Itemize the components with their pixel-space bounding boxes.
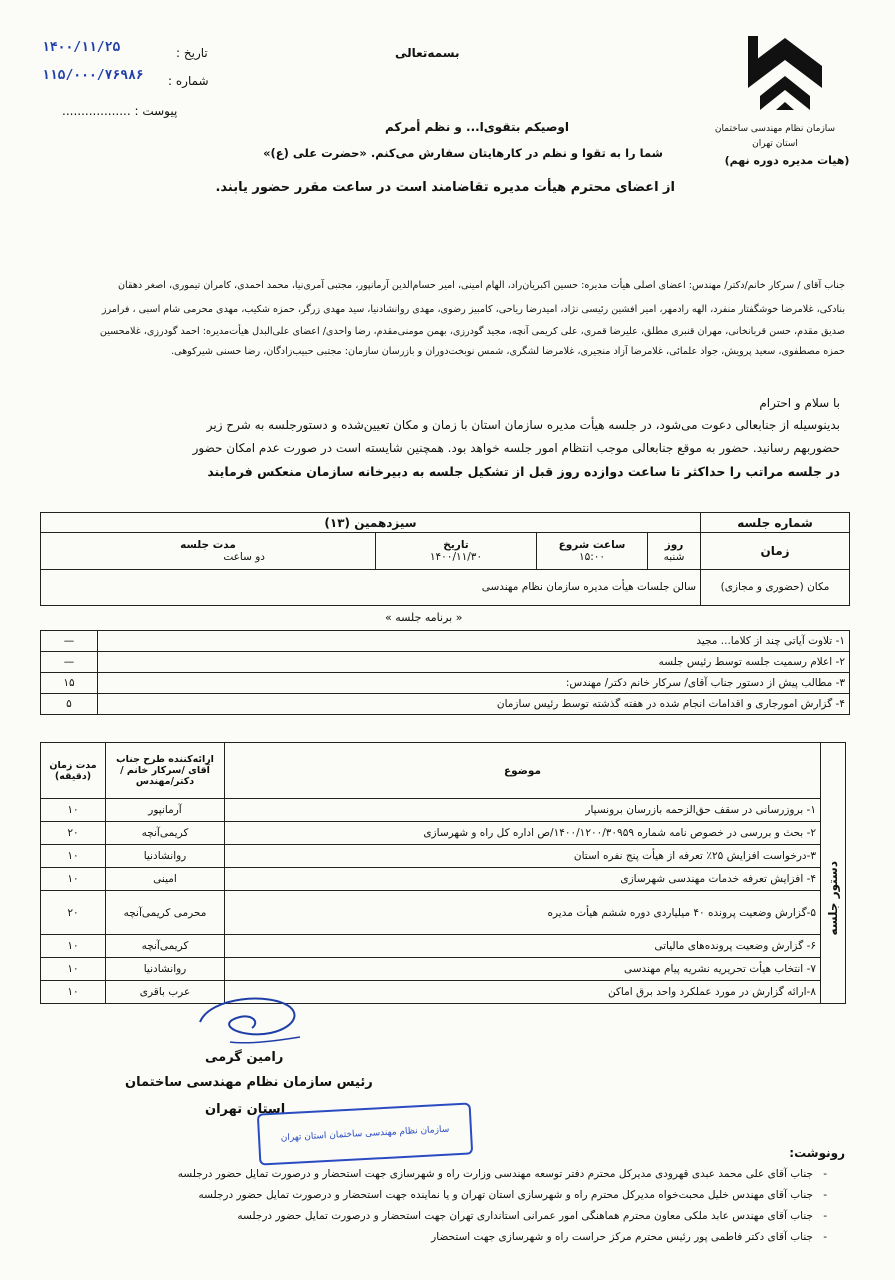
cc-label: رونوشت: <box>789 1146 845 1160</box>
session-number-label: شماره جلسه <box>701 513 850 533</box>
agenda-presenter: روانشادنیا <box>106 958 225 981</box>
start-label: ساعت شروع <box>558 538 626 551</box>
attachment-label: پیوست : .................. <box>62 104 178 118</box>
agenda-topic: ۳-درخواست افزایش ۲۵٪ تعرفه از هیأت پنج نفره استان <box>225 845 821 868</box>
agenda-topic: ۲- بحث و بررسی در خصوص نامه شماره ۱۴۰۰/۱۲۰۰/۳۰۹۵۹/ص اداره کل راه و شهرسازی <box>225 822 821 845</box>
signer-title: رئیس سازمان نظام مهندسی ساختمان <box>125 1075 373 1090</box>
day-cell <box>648 533 701 569</box>
date-cell <box>376 533 537 569</box>
agenda-minutes: ۲۰ <box>41 822 106 845</box>
greeting: با سلام و احترام <box>759 396 840 410</box>
agenda-row <box>41 958 846 981</box>
agenda-minutes: ۱۰ <box>41 868 106 891</box>
cc-list <box>53 1168 813 1252</box>
date-value: ۱۴۰۰/۱۱/۲۵ <box>42 40 121 55</box>
agenda-table <box>40 742 846 1004</box>
program-title: « برنامه جلسه » <box>385 611 463 624</box>
org-logo-icon <box>718 26 853 126</box>
agenda-row <box>41 799 846 822</box>
duration-cell <box>41 533 376 569</box>
date-label: تاریخ : <box>176 46 208 60</box>
quote-line2: شما را به تقوا و نظم در کارهایتان سفارش می‌کنم. «حضرت علی (ع)» <box>263 146 663 160</box>
agenda-row <box>41 935 846 958</box>
agenda-side-cell <box>821 743 846 1004</box>
program-item-minutes: ۵ <box>41 694 98 715</box>
org-name-line2: استان تهران <box>752 139 798 149</box>
start-cell <box>537 533 648 569</box>
agenda-minutes: ۱۰ <box>41 958 106 981</box>
invitation-para1: بدینوسیله از جنابعالی دعوت می‌شود، در جلسه هیأت مدیره سازمان استان با زمان و مکان تعیین‌شده و دستورجلسه به شرح زیر <box>206 418 840 432</box>
board-term: (هیات مدیره دوره نهم) <box>724 154 850 167</box>
cc-item: جناب آقای دکتر فاطمی پور رئیس محترم مرکز حراست راه و شهرسازی جهت استحضار - <box>53 1231 813 1252</box>
place-label: مکان (حضوری و مجازی) <box>701 569 850 605</box>
place-value: سالن جلسات هیأت مدیره سازمان نظام مهندسی <box>41 569 701 605</box>
agenda-minutes: ۱۰ <box>41 935 106 958</box>
agenda-row <box>41 845 846 868</box>
recipients-line2: بنادکی، غلامرضا خوشگفتار منفرد، الهه رادمهر، امیر افشین رئیسی نژاد، امیدرضا ریاحی، کامبیز رضوی، مهدی روانشادنیا، سید مهدی زرگر، حمزه شکیب، مهدی محرمی شام اسبی ، فرامرز <box>101 304 845 315</box>
org-name-line1: سازمان نظام مهندسی ساختمان <box>714 124 836 134</box>
day-label: روز <box>664 538 684 551</box>
agenda-minutes: ۱۰ <box>41 845 106 868</box>
signer-province: استان تهران <box>205 1102 286 1117</box>
number-label: شماره : <box>168 74 209 88</box>
program-row <box>41 652 850 673</box>
stamp-text: سازمان نظام مهندسی ساختمان استان تهران <box>280 1124 450 1144</box>
agenda-topic: ۵-گزارش وضعیت پرونده ۴۰ میلیاردی دوره ششم هیأت مدیره <box>225 891 821 935</box>
recipients-line3: صدیق مقدم، حسن قربانخانی، مهران قنبری مطلق، علیرضا قمری، علی کریمی آنچه، مجید گودرزی، بهمن مومنی‌مقدم، رضا واحدی/ اعضای علی‌البدل هیأت‌مدیره: احمد گودرزی، غلامحسین <box>99 326 845 337</box>
agenda-row <box>41 822 846 845</box>
number-value: ۱۱۵/۰۰۰/۷۶۹۸۶ <box>42 68 144 83</box>
program-row <box>41 673 850 694</box>
agenda-row <box>41 868 846 891</box>
program-item-minutes: — <box>41 631 98 652</box>
agenda-col-topic: موضوع <box>225 743 821 799</box>
agenda-presenter: امینی <box>106 868 225 891</box>
signer-name: رامین گرمی <box>205 1050 284 1065</box>
handwritten-signature-icon <box>190 992 310 1052</box>
agenda-topic: ۸-ارائه گزارش در مورد عملکرد واحد برق اماکن <box>225 981 821 1004</box>
cc-item: جناب آقای علی محمد عبدی قهرودی مدیرکل محترم دفتر توسعه مهندسی وزارت راه و شهرسازی جهت استحضار و درصورت تمایل حضور درجلسه - <box>53 1168 813 1189</box>
official-stamp <box>257 1102 473 1165</box>
program-item-text: ۲- اعلام رسمیت جلسه توسط رئیس جلسه <box>98 652 850 673</box>
recipients-line1: جناب آقای / سرکار خانم/دکتر/ مهندس: اعضای اصلی هیأت مدیره: حسین اکبریان‌راد، الهام امینی، امیر حسام‌الدین آرمانپور، مجتبی آمری‌نیا، محمد احمدی، کامران تیموری، اصغر دهقان <box>118 280 845 291</box>
session-date-label: تاریخ <box>443 538 469 551</box>
start-value: ۱۵:۰۰ <box>578 550 606 563</box>
agenda-presenter: کریمی‌آنچه <box>106 935 225 958</box>
agenda-topic: ۱- بروزرسانی در سقف حق‌الزحمه بازرسان برونسپار <box>225 799 821 822</box>
agenda-col-minutes: مدت زمان (دقیقه) <box>41 743 106 799</box>
program-item-text: ۳- مطالب پیش از دستور جناب آقای/ سرکار خانم دکتر/ مهندس: <box>98 673 850 694</box>
invitation-para3: در جلسه مراتب را حداکثر تا ساعت دوازده روز قبل از تشکیل جلسه به دبیرخانه سازمان منعکس فرمایند <box>207 464 840 479</box>
agenda-minutes: ۱۰ <box>41 799 106 822</box>
program-row <box>41 694 850 715</box>
day-value: شنبه <box>663 550 685 563</box>
cc-item: جناب آقای مهندس خلیل محبت‌خواه مدیرکل محترم راه و شهرسازی استان تهران و یا نماینده جهت استحضار و درصورت تمایل حضور درجلسه - <box>53 1189 813 1210</box>
program-item-minutes: — <box>41 652 98 673</box>
bismillah: بسمه‌تعالی <box>395 46 460 60</box>
agenda-minutes: ۲۰ <box>41 891 106 935</box>
agenda-presenter: آرمانپور <box>106 799 225 822</box>
agenda-side-label: دستور جلسه <box>826 861 840 936</box>
agenda-row <box>41 891 846 935</box>
agenda-col-presenter: ارائه‌کننده طرح جناب آقای /سرکار خانم /دکتر/مهندس <box>106 743 225 799</box>
time-label: زمان <box>701 533 850 569</box>
quote-line1: اوصیکم بتقوی‌ا... و نظم أمرکم <box>385 120 569 134</box>
agenda-minutes: ۱۰ <box>41 981 106 1004</box>
agenda-presenter: محرمی کریمی‌آنچه <box>106 891 225 935</box>
directive: از اعضای محترم هیأت مدیره تقاضامند است در ساعت مقرر حضور یابند. <box>215 180 675 195</box>
recipients-line4: حمزه مصطفوی، سعید پرویش، جواد علمائی، غلامرضا آزاد منجیری، غلامرضا لشگری، شمس نوبخت‌دوران و بازرسان سازمان: مجتبی حبیب‌زادگان، رضا حسنی شیرکوهی. <box>171 346 845 357</box>
program-item-text: ۴- گزارش امورجاری و اقدامات انجام شده در هفته گذشته توسط رئیس سازمان <box>98 694 850 715</box>
agenda-presenter: کریمی‌آنچه <box>106 822 225 845</box>
program-row <box>41 631 850 652</box>
invitation-para2: حضوربهم رسانید. حضور به موقع جنابعالی موجب انتظام امور جلسه خواهد بود. همچنین شایسته است در صورت عدم امکان حضور <box>192 441 840 455</box>
duration-label: مدت جلسه <box>180 538 236 551</box>
cc-item: جناب آقای مهندس عابد ملکی معاون محترم هماهنگی امور عمرانی استانداری تهران جهت استحضار و درصورت تمایل حضور درجلسه - <box>53 1210 813 1231</box>
program-item-text: ۱- تلاوت آیاتی چند از کلاما... مجید <box>98 631 850 652</box>
session-table <box>40 512 850 606</box>
agenda-presenter: روانشادنیا <box>106 845 225 868</box>
agenda-row <box>41 981 846 1004</box>
agenda-topic: ۴- افزایش تعرفه خدمات مهندسی شهرسازی <box>225 868 821 891</box>
program-table <box>40 630 850 715</box>
session-number-value: سیزدهمین (۱۳) <box>41 513 701 533</box>
duration-value: دو ساعت <box>223 550 265 563</box>
agenda-topic: ۶- گزارش وضعیت پرونده‌های مالیاتی <box>225 935 821 958</box>
program-item-minutes: ۱۵ <box>41 673 98 694</box>
agenda-topic: ۷- انتخاب هیأت تحریریه نشریه پیام مهندسی <box>225 958 821 981</box>
agenda-presenter: عرب باقری <box>106 981 225 1004</box>
session-date-value: ۱۴۰۰/۱۱/۳۰ <box>429 550 483 563</box>
